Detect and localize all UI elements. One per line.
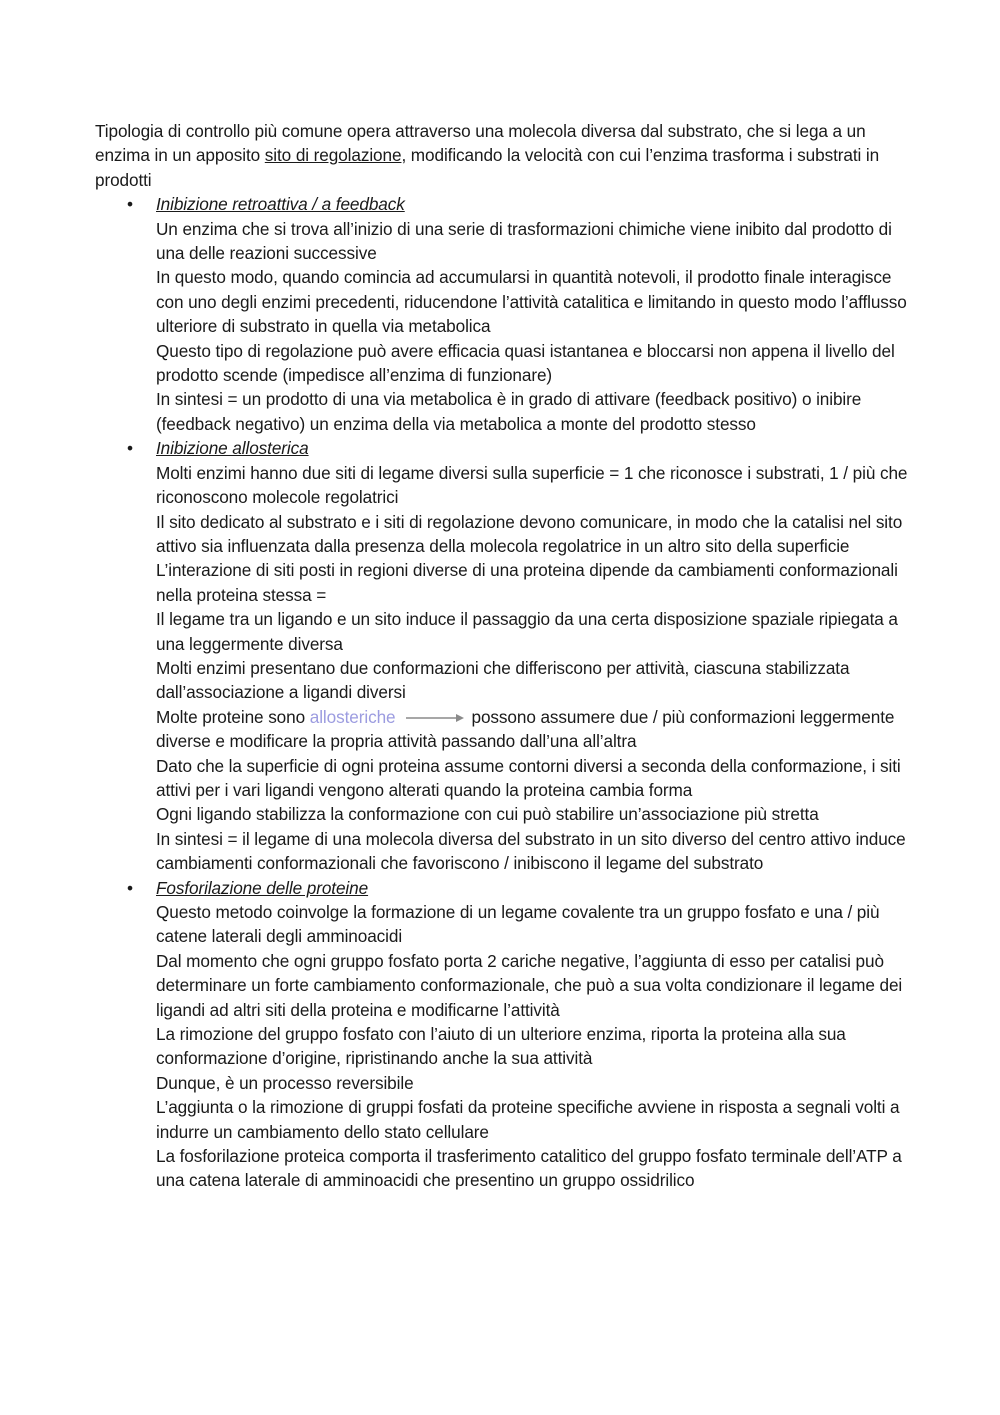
paragraph-line: Ogni ligando stabilizza la conformazione con cui può stabilire un’associazione più stretta [156,804,819,825]
paragraph-line: L’interazione di siti posti in regioni diverse di una proteina dipende da cambiamenti conformazionali nella proteina stessa = [156,560,898,605]
paragraph-line: Questo metodo coinvolge la formazione di un legame covalente tra un gruppo fosfato e una / più catene laterali degli amminoacidi [156,902,880,947]
paragraph-line: La fosforilazione proteica comporta il trasferimento catalitico del gruppo fosfato terminale dell’ATP a una catena laterale di amminoacidi che presentino un gruppo ossidrilico [156,1146,902,1191]
intro-text: Tipologia di controllo più comune opera attraverso una molecola diversa dal substrato, che si lega a un enzima in un apposito [95,121,866,166]
paragraph-line: In sintesi = il legame di una molecola diversa del substrato in un sito diverso del centro attivo induce cambiamenti conformazionali che favoriscono / inibiscono il legame del substrato [156,828,906,874]
allosteric-term: allosteriche [309,706,396,727]
allosteric-text-after: possono assumere due / più conformazioni leggermente diverse e modificare la propria attività passando dall’una all’altra [156,706,895,752]
paragraph-line: Molti enzimi presentano due conformazioni che differiscono per attività, ciascuna stabilizzata dall’associazione a ligandi diversi [156,657,850,703]
paragraph-line: In sintesi = un prodotto di una via metabolica è in grado di attivare (feedback positivo) o inibire (feedback negativo) un enzima della via metabolica a monte del prodotto stesso [156,389,862,434]
intro-paragraph [95,119,910,192]
allosteric-text-before: Molte proteine sono [156,706,310,727]
document-page [95,119,910,1193]
section-heading: Fosforilazione delle proteine [156,877,369,898]
paragraph-line-allosteric [156,705,910,754]
section-heading: Inibizione allosterica [156,438,309,459]
bullet-icon: • [127,438,133,459]
underlined-term: sito di regolazione [264,145,402,166]
topic-list [95,192,910,1193]
list-item [95,436,910,875]
list-item [95,876,910,1193]
paragraph-line: L’aggiunta o la rimozione di gruppi fosfati da proteine specifiche avviene in risposta a segnali volti a indurre un cambiamento dello stato cellulare [156,1097,900,1142]
arrow-right-icon [406,713,466,723]
list-item [95,192,910,436]
intro-text-end: , modificando la velocità con cui l’enzima trasforma i substrati in prodotti [95,145,880,190]
paragraph-line: Il sito dedicato al substrato e i siti di regolazione devono comunicare, in modo che la catalisi nel sito attivo sia influenzata dalla presenza della molecola regolatrice in un altro sito della superficie [156,511,903,556]
paragraph-line: Dato che la superficie di ogni proteina assume contorni diversi a seconda della conformazione, i siti attivi per i vari ligandi vengono alterati quando la proteina cambia forma [156,755,901,800]
paragraph-line: Questo tipo di regolazione può avere efficacia quasi istantanea e bloccarsi non appena il livello del prodotto scende (impedisce all’enzima di funzionare) [156,340,895,386]
bullet-icon: • [127,877,133,898]
paragraph-line: Un enzima che si trova all’inizio di una serie di trasformazioni chimiche viene inibito dal prodotto di una delle reazioni successive [156,218,892,264]
bullet-icon: • [127,194,133,215]
paragraph-line: Il legame tra un ligando e un sito induce il passaggio da una certa disposizione spaziale ripiegata a una leggermente diversa [156,609,898,654]
paragraph-line: La rimozione del gruppo fosfato con l’aiuto di un ulteriore enzima, riporta la proteina alla sua conformazione d’origine, ripristinando anche la sua attività [156,1024,846,1069]
paragraph-line: Molti enzimi hanno due siti di legame diversi sulla superficie = 1 che riconosce i substrati, 1 / più che riconoscono molecole regolatrici [156,462,908,508]
paragraph-line: Dal momento che ogni gruppo fosfato porta 2 cariche negative, l’aggiunta di esso per catalisi può determinare un forte cambiamento conformazionale, che può a sua volta condizionare il legame dei ligandi ad altri siti della proteina e modificarne l’attività [156,950,903,1020]
paragraph-line: In questo modo, quando comincia ad accumularsi in quantità notevoli, il prodotto finale interagisce con uno degli enzimi precedenti, riducendone l’attività catalitica e limitando in questo modo l’afflusso ulteriore di substrato in quella via metabolica [156,267,907,337]
section-heading: Inibizione retroattiva / a feedback [156,194,405,215]
paragraph-line: Dunque, è un processo reversibile [156,1072,414,1093]
